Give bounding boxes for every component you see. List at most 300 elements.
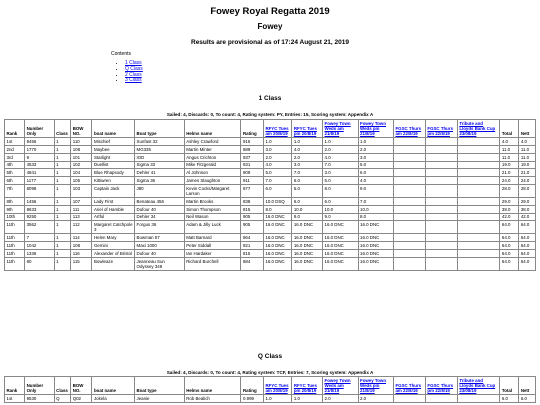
table-cell: 64.0 [500, 234, 519, 242]
class-q-summary: Sailed: 4, Discards: 0, To count: 4, Rating system: TCF, Entries: 7, Scoring system: Appendix A [166, 370, 374, 375]
table-cell: 1 [54, 242, 71, 250]
table-cell: 16.0 DNC [263, 213, 291, 221]
table-cell: Lady First [92, 197, 135, 205]
table-cell [457, 146, 500, 154]
column-header: Class [54, 120, 71, 138]
table-cell [457, 153, 500, 161]
table-cell: 42.0 [500, 213, 519, 221]
table-cell [425, 395, 457, 403]
table-cell: 2.0 [358, 146, 393, 154]
column-header [425, 377, 457, 395]
table-cell [393, 146, 425, 154]
table-row [5, 257, 536, 270]
table-cell: Martin Minter [184, 146, 241, 154]
table-cell: 1456 [25, 197, 55, 205]
table-cell [425, 242, 457, 250]
table-cell: 11th [5, 242, 25, 250]
table-row [5, 161, 536, 169]
table-cell [393, 249, 425, 257]
table-cell: 112 [71, 221, 92, 234]
table-cell: Kittiwren [92, 177, 135, 185]
table-cell [393, 184, 425, 197]
table-cell: 6.0 [292, 197, 323, 205]
race-header-link[interactable]: Fowey Town Weds pm 21/8/19 [360, 120, 387, 137]
table-cell [393, 197, 425, 205]
table-cell: 64.0 [519, 249, 536, 257]
table-cell: 9456 [25, 138, 55, 146]
table-cell: 2nd [5, 146, 25, 154]
table-cell: 9.0 [292, 213, 323, 221]
table-cell: 11.0 [519, 146, 536, 154]
table-row [5, 153, 536, 161]
table-cell: Richard Burchell [184, 257, 241, 270]
table-row [5, 169, 536, 177]
contents-list [111, 61, 143, 84]
table-cell: 16.0 DNC [358, 221, 393, 234]
table-cell: James Slaughton [184, 177, 241, 185]
table-cell: 1 [54, 234, 71, 242]
header-row [5, 377, 536, 395]
table-cell: 64.0 [500, 221, 519, 234]
table-cell [457, 169, 500, 177]
table-cell: 16.0 DNC [358, 242, 393, 250]
table-cell: 101 [71, 153, 92, 161]
table-cell: 905 [241, 213, 263, 221]
table-cell: 10.0 DSQ [263, 197, 291, 205]
table-cell: 16.0 DNC [263, 249, 291, 257]
table-cell: 64.0 [519, 234, 536, 242]
table-cell: 4.0 [263, 161, 291, 169]
table-cell: Maybee [92, 146, 135, 154]
race-header-link[interactable]: RFYC Tues am 20/8/19 [265, 126, 289, 137]
table-cell: 64.0 [519, 242, 536, 250]
table-cell [425, 213, 457, 221]
table-cell: 1 [54, 205, 71, 213]
table-cell: 42.0 [519, 213, 536, 221]
table-cell: 3.0 [292, 161, 323, 169]
table-cell: 809 [241, 169, 263, 177]
table-cell: 11.0 [500, 146, 519, 154]
table-cell: J80 [135, 184, 185, 197]
column-header: Helms name [184, 377, 241, 395]
column-header [292, 377, 323, 395]
table-cell: Forgus 36 [135, 221, 185, 234]
table-cell [393, 177, 425, 185]
column-header [457, 120, 500, 138]
table-cell: 1 [54, 197, 71, 205]
table-cell: 3562 [25, 221, 55, 234]
table-cell: 103 [71, 184, 92, 197]
table-cell: 7th [5, 184, 25, 197]
table-cell: 113 [71, 213, 92, 221]
table-cell: 6.0 [323, 197, 358, 205]
table-row [5, 177, 536, 185]
table-cell: 1 [54, 221, 71, 234]
table-cell: 6.0 [519, 395, 536, 403]
table-cell: 16.0 DNC [263, 221, 291, 234]
table-cell [457, 395, 500, 403]
table-cell: 0.999 [241, 395, 263, 403]
header-row [5, 120, 536, 138]
table-cell [425, 169, 457, 177]
table-cell: 8098 [25, 184, 55, 197]
table-cell [425, 257, 457, 270]
table-cell: 16.0 DNC [323, 257, 358, 270]
table-row [5, 138, 536, 146]
table-cell [393, 161, 425, 169]
table-cell [425, 197, 457, 205]
table-cell: 916 [241, 138, 263, 146]
column-header: Boat type [135, 120, 185, 138]
table-cell: 102 [71, 161, 92, 169]
table-cell: Dehler 34 [135, 213, 185, 221]
table-cell [457, 249, 500, 257]
table-cell: 9.0 [323, 213, 358, 221]
table-cell: 16.0 DNC [263, 242, 291, 250]
table-cell: Mischief [92, 138, 135, 146]
table-cell: 1.0 [292, 395, 323, 403]
table-cell: 104 [71, 169, 92, 177]
table-cell [457, 257, 500, 270]
table-cell: Neil Wason [184, 213, 241, 221]
table-cell: 21.0 [519, 169, 536, 177]
table-cell [425, 138, 457, 146]
table-cell: 815 [241, 249, 263, 257]
column-header: Total [500, 377, 519, 395]
column-header [323, 377, 358, 395]
table-cell: 29.0 [500, 197, 519, 205]
table-cell: Q [54, 395, 71, 403]
table-cell: Simon Thompson [184, 205, 241, 213]
table-cell: 1 [54, 161, 71, 169]
table-cell: 16.0 DNC [358, 249, 393, 257]
table-cell: 64.0 [500, 249, 519, 257]
column-header: Nett [519, 377, 536, 395]
table-cell: 11th [5, 234, 25, 242]
table-cell: 16.0 DNC [323, 242, 358, 250]
race-header-link[interactable]: Tribute and Lloyds Bank Cup 23/08/19 [459, 377, 496, 394]
table-cell: 5.0 [292, 184, 323, 197]
table-cell: Adam & Jilly Luck [184, 221, 241, 234]
table-cell [393, 234, 425, 242]
table-cell: 16.0 DNC [292, 221, 323, 234]
table-cell: 864 [241, 234, 263, 242]
table-cell: Duellist [92, 161, 135, 169]
table-cell: Sunfast 32 [135, 138, 185, 146]
table-cell: Jeanie [135, 395, 185, 403]
column-header [263, 120, 291, 138]
table-cell [457, 221, 500, 234]
table-cell: 3.0 [358, 153, 393, 161]
page-title: Fowey Royal Regatta 2019 [210, 6, 330, 17]
contents-link-2-class[interactable]: 2 Class [125, 71, 142, 78]
table-row [5, 249, 536, 257]
table-cell: Angus Crichton [184, 153, 241, 161]
table-cell: 8.0 [358, 213, 393, 221]
table-cell: 16.0 DNC [292, 249, 323, 257]
table-cell: 5.0 [263, 169, 291, 177]
table-cell: 1st [5, 395, 25, 403]
column-header: BOW NO. [71, 120, 92, 138]
table-cell: 111 [71, 205, 92, 213]
table-cell: 16.0 DNC [323, 249, 358, 257]
column-header: Rating [241, 377, 263, 395]
table-cell: 6th [5, 177, 25, 185]
table-cell: 10th [5, 213, 25, 221]
table-cell: 19.0 [500, 161, 519, 169]
contents-link-3-class[interactable]: 3 Class [125, 77, 142, 84]
table-cell: 64.0 [500, 257, 519, 270]
table-cell: 4.0 [500, 138, 519, 146]
table-cell [457, 213, 500, 221]
table-cell: Ashley Crawford [184, 138, 241, 146]
table-cell: 116 [71, 249, 92, 257]
column-header: Nett [519, 120, 536, 138]
table-cell: 115 [71, 257, 92, 270]
table-cell [457, 242, 500, 250]
table-cell: Jokela [92, 395, 135, 403]
table-row [5, 146, 536, 154]
table-cell: 1 [54, 153, 71, 161]
table-cell: 7 [25, 234, 55, 242]
table-cell: IOD [135, 153, 185, 161]
table-cell [425, 221, 457, 234]
table-cell: 10.0 [323, 205, 358, 213]
table-cell: 9 [25, 153, 55, 161]
contents-link-q-class[interactable]: Q Class [125, 65, 143, 72]
table-cell: Starlight [92, 153, 135, 161]
table-cell: 16.0 DNC [292, 257, 323, 270]
table-cell [457, 197, 500, 205]
table-cell: Kevin Cocks/Margaret Larson [184, 184, 241, 197]
table-cell [393, 205, 425, 213]
table-cell: Blue Rhapsody [92, 169, 135, 177]
table-cell: Bowman 57 [135, 234, 185, 242]
table-cell: 2.0 [358, 395, 393, 403]
column-header [358, 120, 393, 138]
class-q-results-table [4, 376, 536, 403]
table-cell [425, 161, 457, 169]
table-cell: 1.0 [263, 395, 291, 403]
table-cell: Dehler 41 [135, 169, 185, 177]
table-cell: Martin Brooks [184, 197, 241, 205]
table-cell: 3.0 [263, 146, 291, 154]
table-cell: 5.0 [358, 161, 393, 169]
column-header: Boat type [135, 377, 185, 395]
table-cell [393, 138, 425, 146]
column-header: Number Only [25, 120, 55, 138]
table-cell: 905 [241, 221, 263, 234]
table-cell: 1.0 [358, 138, 393, 146]
table-cell: Jeanneau Sun Odyssey 349 [135, 257, 185, 270]
table-cell: 16.0 DNC [358, 257, 393, 270]
table-cell: 29.0 [519, 197, 536, 205]
table-cell: 19.0 [519, 161, 536, 169]
table-cell: Margaret Catchpole 3 [93, 222, 133, 233]
table-cell: 4.0 [358, 177, 393, 185]
column-header: BOW NO. [71, 377, 92, 395]
table-cell: Benateau 456 [135, 197, 185, 205]
table-cell: 6.0 [358, 169, 393, 177]
table-cell: 11th [5, 249, 25, 257]
table-cell: 24.0 [519, 177, 536, 185]
table-cell: 110 [71, 138, 92, 146]
race-header-link[interactable]: Fowey Town Weds pm 21/8/19 [360, 377, 387, 394]
table-cell: 64.0 [519, 221, 536, 234]
contents-link-1-class[interactable]: 1 Class [125, 60, 142, 66]
table-cell [393, 257, 425, 270]
column-header [292, 120, 323, 138]
class-1-summary: Sailed: 4, Discards: 0, To count: 4, Rating system: PY, Entries: 15, Scoring system: Appendix A [166, 112, 374, 117]
race-header-link[interactable]: RFYC Tues pm 20/8/19 [293, 383, 317, 394]
table-cell: 16.0 DNC [292, 234, 323, 242]
table-cell: Sigma 36 [135, 177, 185, 185]
column-header: boat name [92, 120, 135, 138]
table-cell: 114 [71, 234, 92, 242]
table-cell: 64.0 [500, 242, 519, 250]
column-header: boat name [92, 377, 135, 395]
table-cell: 108 [71, 242, 92, 250]
table-cell: 4.0 [323, 153, 358, 161]
contents-item [125, 78, 143, 84]
table-cell [393, 242, 425, 250]
table-cell: 7.0 [263, 177, 291, 185]
table-cell: 889 [241, 146, 263, 154]
race-header-link[interactable]: FGSC Thurs pm 22/8/19 [427, 126, 454, 137]
contents-block [111, 51, 143, 84]
table-cell: 2.0 [323, 146, 358, 154]
race-header-link[interactable]: FGSC Thurs am 22/8/19 [395, 126, 422, 137]
race-header-link[interactable]: FGSC Thurs pm 22/8/19 [427, 383, 454, 394]
race-header-link[interactable]: RFYC Tues am 20/8/19 [265, 383, 289, 394]
table-cell: 6.0 [292, 177, 323, 185]
column-header [323, 120, 358, 138]
provisional-note: Results are provisional as of 17:24 August 21, 2019 [191, 39, 349, 46]
table-cell [457, 177, 500, 185]
table-cell: 5th [5, 169, 25, 177]
table-cell: 1st [5, 138, 25, 146]
table-cell: 911 [241, 177, 263, 185]
table-cell: 16.0 DNC [358, 234, 393, 242]
table-cell: 9th [5, 205, 25, 213]
table-cell: 28.0 [519, 184, 536, 197]
table-cell: 7.0 [292, 169, 323, 177]
table-cell: 1177 [25, 177, 55, 185]
table-cell [393, 395, 425, 403]
column-header [393, 377, 425, 395]
table-cell: Al Johnson [184, 169, 241, 177]
table-cell: 3.0 [323, 169, 358, 177]
table-row [5, 242, 536, 250]
table-cell [393, 221, 425, 234]
table-cell: Peter Siddall [184, 242, 241, 250]
table-cell [425, 249, 457, 257]
table-cell [457, 234, 500, 242]
table-cell: 921 [241, 242, 263, 250]
table-cell: 1 [54, 249, 71, 257]
table-cell [425, 146, 457, 154]
table-cell: 884 [241, 257, 263, 270]
table-cell: 5.0 [323, 177, 358, 185]
table-cell: 16.0 DNC [323, 221, 358, 234]
table-cell: 1.0 [292, 138, 323, 146]
table-cell: 4841 [25, 169, 55, 177]
table-cell: Q02 [71, 395, 92, 403]
table-cell: 24.0 [500, 177, 519, 185]
table-cell: 38.0 [500, 205, 519, 213]
table-cell: 4533 [25, 161, 55, 169]
column-header [358, 377, 393, 395]
table-cell: 838 [241, 197, 263, 205]
column-header: Class [54, 377, 71, 395]
race-header-link[interactable]: Tribute and Lloyds Bank Cup 23/08/19 [459, 120, 496, 137]
table-cell: 8633 [25, 205, 55, 213]
class-q-title: Q Class [257, 353, 283, 360]
table-row [5, 197, 536, 205]
race-header-link[interactable]: FGSC Thurs am 22/8/19 [395, 383, 422, 394]
table-cell: 28.0 [500, 184, 519, 197]
race-header-link[interactable]: Fowey Town Weds am 21/8/19 [324, 377, 351, 394]
table-row [5, 395, 536, 403]
table-cell: 2.0 [292, 153, 323, 161]
table-cell: 64.0 [519, 257, 536, 270]
contents-label: Contents [111, 51, 132, 57]
table-row [5, 205, 536, 213]
column-header [425, 120, 457, 138]
table-cell: 8.0 [263, 205, 291, 213]
table-cell: Ariel of Hamble [92, 205, 135, 213]
race-header-link[interactable]: RFYC Tues pm 20/8/19 [293, 126, 317, 137]
column-header: Rank [5, 120, 25, 138]
table-cell: 107 [71, 197, 92, 205]
table-cell [425, 234, 457, 242]
table-cell: 4th [5, 161, 25, 169]
table-cell [457, 138, 500, 146]
table-cell: 21.0 [500, 169, 519, 177]
table-cell: Dufour 40 [135, 205, 185, 213]
table-cell: 8.0 [323, 184, 358, 197]
table-cell: 1.0 [263, 138, 291, 146]
class-1-results-table [4, 119, 536, 271]
table-cell: 7.0 [358, 197, 393, 205]
table-cell: 4.0 [519, 138, 536, 146]
table-cell: 16.0 DNC [263, 234, 291, 242]
column-header [457, 377, 500, 395]
table-cell: 16.0 DNC [292, 242, 323, 250]
table-cell: 3rd [5, 153, 25, 161]
table-cell: 877 [241, 184, 263, 197]
table-cell: Mike Fitzgerald [184, 161, 241, 169]
table-cell: 1 [54, 169, 71, 177]
table-cell: 2.0 [323, 395, 358, 403]
table-cell: 9250 [25, 213, 55, 221]
table-cell: 11th [5, 257, 25, 270]
table-cell: 1770 [25, 146, 55, 154]
race-header-link[interactable]: Fowey Town Weds am 21/8/19 [324, 120, 351, 137]
table-cell: 1336 [25, 249, 55, 257]
venue-subtitle: Fowey [257, 22, 283, 31]
table-cell: Alexander of Bristol [92, 249, 135, 257]
table-cell: Captain Jack [92, 184, 135, 197]
table-cell: Matt Barnard [184, 234, 241, 242]
table-cell: 108 [71, 146, 92, 154]
table-cell: Bowleaze [92, 257, 135, 270]
table-cell: 1 [54, 184, 71, 197]
table-cell: Gemini [92, 242, 135, 250]
table-cell: 11th [5, 221, 25, 234]
column-header [393, 120, 425, 138]
table-cell: 9530 [25, 395, 55, 403]
